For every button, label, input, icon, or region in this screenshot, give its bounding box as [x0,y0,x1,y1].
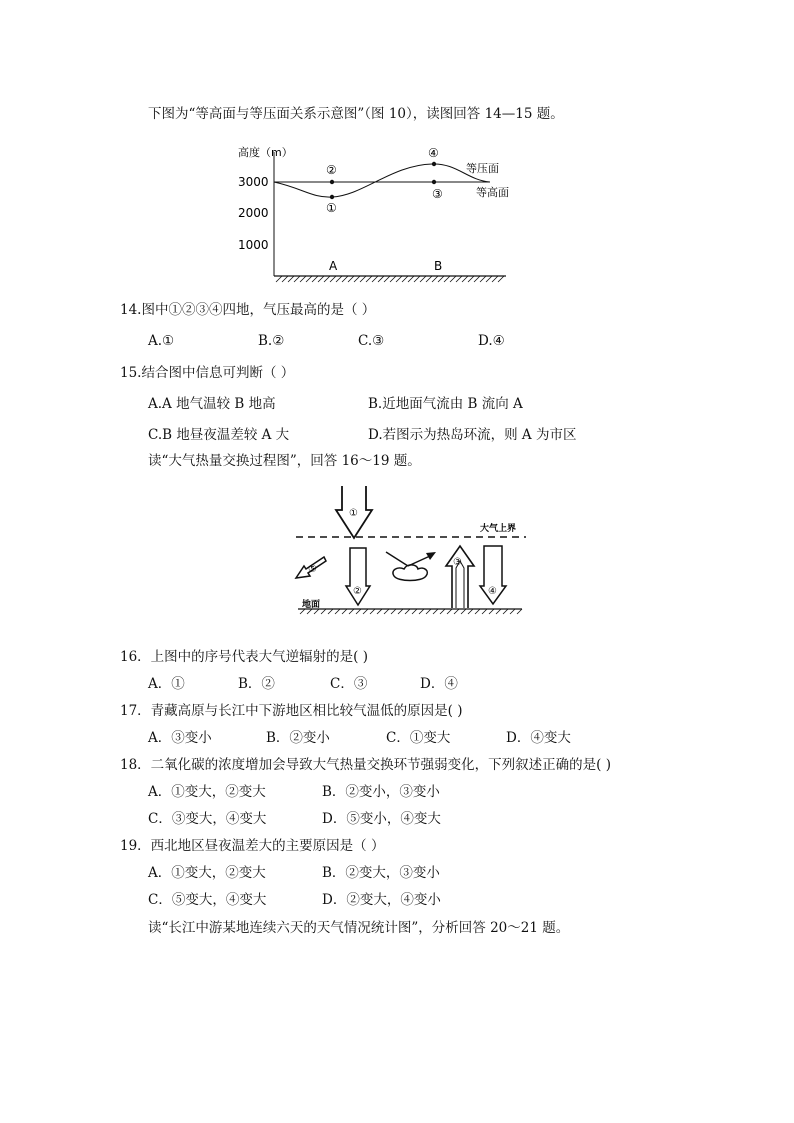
q15-option-d: D.若图示为热岛环流，则 A 为市区 [368,427,577,443]
q16-stem: 16．上图中的序号代表大气逆辐射的是( ) [120,649,369,665]
y-axis-label: 高度（m） [238,146,293,159]
y-tick-1000: 1000 [238,238,269,252]
q19-option-a: A．①变大，②变大 [148,865,266,881]
q15-option-b: B.近地面气流由 B 流向 A [368,396,523,412]
ground-surface-hatch [300,609,522,614]
q19-option-c: C．⑤变大，④变大 [148,892,267,908]
point-1-dot [330,195,334,199]
arrow-4-label: ④ [488,586,497,597]
location-b-label: B [434,259,443,273]
q19-option-b: B．②变大，③变小 [322,865,440,881]
q18-option-a: A．①变大，②变大 [148,784,266,800]
q17-option-a: A．③变小 [148,730,212,746]
q19-stem: 19．西北地区昼夜温差大的主要原因是（ ） [120,838,385,854]
intro-text-2: 读“大气热量交换过程图”，回答 16～19 题。 [148,453,421,469]
q17-option-c: C．①变大 [386,730,451,746]
q15-option-a: A.A 地气温较 B 地高 [148,396,276,412]
location-a-label: A [329,259,338,273]
cloud-reflection-out [408,556,430,566]
q15-stem: 15.结合图中信息可判断（ ） [120,365,295,381]
y-tick-2000: 2000 [238,206,269,220]
isobar-contour-figure [232,140,532,288]
q16-option-c: C．③ [330,676,368,692]
ground-label: 地面 [302,600,321,610]
q17-option-d: D．④变大 [506,730,571,746]
q16-option-b: B．② [238,676,275,692]
atmosphere-top-label: 大气上界 [480,524,517,534]
q14-stem: 14.图中①②③④四地，气压最高的是（ ） [120,302,376,318]
arrow-3-label: ③ [453,557,462,568]
q18-stem: 18．二氧化碳的浓度增加会导致大气热量交换环节强弱变化，下列叙述正确的是( ) [120,757,612,773]
q18-option-b: B．②变小，③变小 [322,784,440,800]
point-2-dot [330,180,334,184]
cloud-reflection-in [386,552,408,566]
contour-label: 等高面 [476,186,509,199]
q16-option-a: A．① [148,676,185,692]
intro-text-3: 读“长江中游某地连续六天的天气情况统计图”，分析回答 20～21 题。 [148,920,570,936]
ground-hatch [276,276,504,282]
q17-stem: 17．青藏高原与长江中下游地区相比较气温低的原因是( ) [120,703,463,719]
arrow-3-ground-radiation [446,546,474,608]
point-3-label: ③ [432,187,443,201]
point-3-dot [432,180,436,184]
arrow-5-label: ⑤ [308,564,317,575]
q16-option-d: D．④ [420,676,458,692]
arrow-2-label: ② [353,586,362,597]
y-tick-3000: 3000 [238,175,269,189]
q19-option-d: D．②变大，④变小 [322,892,441,908]
q14-option-c: C.③ [358,333,385,349]
point-1-label: ① [326,201,337,215]
point-2-label: ② [326,163,337,177]
cloud-reflection-arrowhead [426,552,436,560]
q18-option-c: C．③变大，④变大 [148,811,267,827]
heat-exchange-figure [290,486,530,626]
isobaric-surface-curve [274,164,490,197]
point-4-label: ④ [428,146,439,160]
point-4-dot [432,162,436,166]
q15-option-c: C.B 地昼夜温差较 A 大 [148,427,290,443]
isobar-label: 等压面 [466,162,499,175]
q17-option-b: B．②变小 [266,730,330,746]
arrow-1-label: ① [349,508,358,519]
cloud-shape [393,565,427,581]
q18-option-d: D．⑤变小，④变大 [322,811,441,827]
q14-option-d: D.④ [478,333,505,349]
q14-option-b: B.② [258,333,285,349]
q14-option-a: A.① [148,333,175,349]
intro-text-1: 下图为“等高面与等压面关系示意图”（图 10），读图回答 14—15 题。 [148,106,564,122]
